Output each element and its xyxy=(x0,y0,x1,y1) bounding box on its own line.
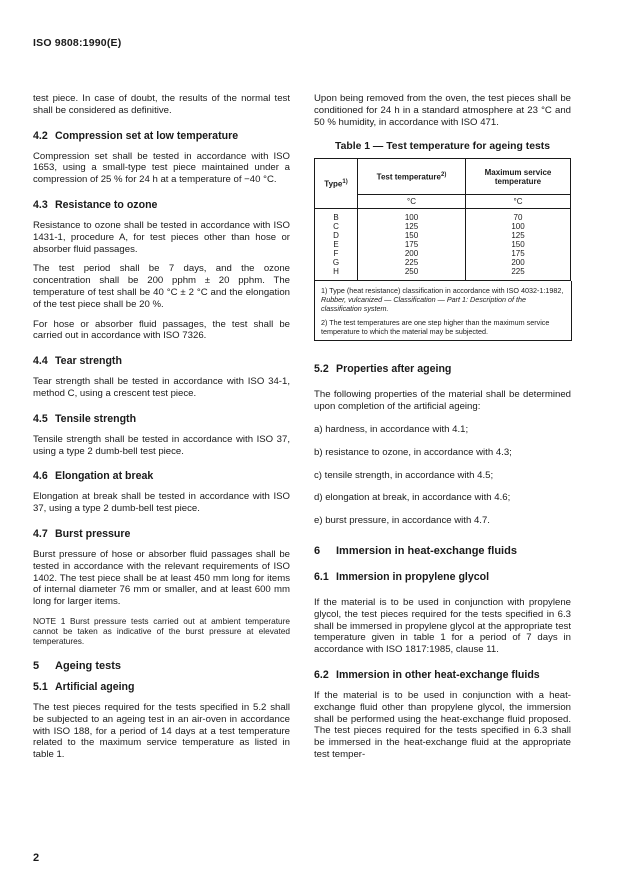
heading-5: 5 Ageing tests xyxy=(33,659,122,672)
col-header-test-temp: Test temperature$^{2)}$ xyxy=(358,159,466,195)
text-5-1: The test pieces required for the tests specified in 5.2 shall be subjected to an ageing test in an air-oven in accordance with ISO 188, for a period of 14 days at a test temperature related to the maximum service temperature as listed in table 1. xyxy=(33,701,290,761)
page-number: 2 xyxy=(33,852,40,864)
table-cell: 100 xyxy=(511,222,525,232)
table-cell: D xyxy=(333,231,339,241)
text-4-6: Elongation at break shall be tested in accordance with ISO 37, using a type 2 dumb-bell test piece. xyxy=(33,491,290,515)
max-temp-column xyxy=(466,209,571,281)
text-4-3-c: For hose or absorber fluid passages, the test shall be carried out in accordance with ISO 7326. xyxy=(33,318,290,342)
heading-5-2: 5.2 Properties after ageing xyxy=(314,363,452,376)
table-cell: 225 xyxy=(404,258,419,268)
heading-6: 6 Immersion in heat-exchange fluids xyxy=(314,544,517,557)
heading-5-1: 5.1 Artificial ageing xyxy=(33,680,135,693)
note-1: NOTE 1 Burst pressure tests carried out at ambient temperature cannot be taken as indicative of the burst pressure at elevated temperatures. xyxy=(33,615,290,646)
text-4-7: Burst pressure of hose or absorber fluid passages shall be tested in accordance with the relevant requirements of ISO 1402. The test piece shall be at least 450 mm long for items of internal diameter 76 mm or smaller, and at least 600 mm long for larger items. xyxy=(33,548,290,608)
table-title: Table 1 — Test temperature for ageing tests xyxy=(335,141,550,153)
right-intro-paragraph: Upon being removed from the oven, the test pieces shall be conditioned for 24 h in a standard atmosphere at 23 °C and 50 % humidity, in accordance with ISO 471. xyxy=(314,93,571,128)
table-cell: C xyxy=(333,222,339,232)
table-cell: B xyxy=(333,213,339,223)
table-cell: 100 xyxy=(404,213,419,223)
test-temp-column xyxy=(358,209,466,281)
col-header-type: Type$^{1)}$ xyxy=(315,159,358,209)
table-cell: 175 xyxy=(511,249,525,259)
table-cell: H xyxy=(333,267,339,277)
property-list xyxy=(314,424,571,527)
table-cell: 200 xyxy=(404,249,419,259)
text-4-2: Compression set shall be tested in accordance with ISO 1653, using a small-type test piece maintained under a compression of 25 % for 24 h at a temperature of −40 °C. xyxy=(33,150,290,186)
text-4-3-a: Resistance to ozone shall be tested in accordance with ISO 1431-1, procedure A, for test pieces other than hose or absorber fluid passages. xyxy=(33,219,290,255)
list-item: e) burst pressure, in accordance with 4.7. xyxy=(314,515,490,527)
intro-paragraph: test piece. In case of doubt, the results of the normal test shall be considered as definitive. xyxy=(33,93,290,116)
text-4-4: Tear strength shall be tested in accordance with ISO 34-1, method C, using a crescent test piece. xyxy=(33,376,290,399)
left-column xyxy=(33,93,290,761)
unit-test: °C xyxy=(358,195,466,209)
table-cell: 125 xyxy=(404,222,419,232)
table-cell: 250 xyxy=(404,267,419,277)
list-item: a) hardness, in accordance with 4.1; xyxy=(314,423,469,435)
heading-4-3: 4.3 Resistance to ozone xyxy=(33,198,158,211)
text-6-2: If the material is to be used in conjunction with a heat-exchange fluid other than propylene glycol, the immersion shall be performed using the heat-exchange fluid proposed. The test pieces required for the tests specified in 6.3 shall be immersed in the heat-exchange fluid at the appropriate test temper- xyxy=(314,689,571,760)
table-note-2: 2) The test temperatures are one step higher than the maximum service temperature to which the material may be subjected. xyxy=(321,318,550,337)
table-cell: 125 xyxy=(511,231,525,241)
text-6-1: If the material is to be used in conjunction with propylene glycol, the test pieces required for the tests specified in 6.3 shall be immersed in propylene glycol at the appropriate test temperature given in table 1 for a period of 7 days in accordance with ISO 1817:1985, clause 11. xyxy=(314,596,571,656)
heading-6-2: 6.2 Immersion in other heat-exchange fluids xyxy=(314,668,540,681)
type-column xyxy=(315,209,358,281)
list-item: b) resistance to ozone, in accordance with 4.3; xyxy=(314,446,512,458)
col-header-max-temp: Maximum service temperature xyxy=(466,159,571,195)
unit-max: °C xyxy=(466,195,571,209)
table-cell: 150 xyxy=(511,240,525,250)
heading-4-6: 4.6 Elongation at break xyxy=(33,470,154,483)
table-cell: 175 xyxy=(404,240,419,250)
heading-4-5: 4.5 Tensile strength xyxy=(33,412,137,425)
heading-4-7: 4.7 Burst pressure xyxy=(33,527,131,540)
page-header: ISO 9808:1990(E) xyxy=(33,37,122,49)
table-cell: 200 xyxy=(511,258,525,268)
heading-4-4: 4.4 Tear strength xyxy=(33,355,122,368)
table-cell: 225 xyxy=(511,267,525,277)
text-5-2: The following properties of the material shall be determined upon completion of the artificial ageing: xyxy=(314,389,571,413)
text-4-3-b: The test period shall be 7 days, and the ozone concentration shall be 200 pphm ± 20 pphm. The temperature of test shall be 40 °C ± 2 °C and the elongation of the test piece shall be 20 %. xyxy=(33,263,290,310)
list-item: c) tensile strength, in accordance with 4.5; xyxy=(314,469,494,481)
text-4-5: Tensile strength shall be tested in accordance with ISO 37, using a type 2 dumb-bell test piece. xyxy=(33,433,290,457)
table-cell: 70 xyxy=(513,213,523,223)
list-item: d) elongation at break, in accordance with 4.6; xyxy=(314,492,511,504)
table-cell: F xyxy=(333,249,339,259)
right-column xyxy=(314,93,571,761)
heading-4-2: 4.2 Compression set at low temperature xyxy=(33,129,239,142)
ageing-table xyxy=(314,158,571,281)
heading-6-1: 6.1 Immersion in propylene glycol xyxy=(314,570,490,583)
table-cell: E xyxy=(333,240,339,250)
table-cell: G xyxy=(332,258,340,268)
table-note-1: 1) Type (heat resistance) classification in accordance with ISO 4032-1:1982, Rubber, vulcanized — Classification — Part 1: Description of the classification system. xyxy=(321,286,564,314)
table-notes xyxy=(314,281,572,341)
table-cell: 150 xyxy=(404,231,419,241)
